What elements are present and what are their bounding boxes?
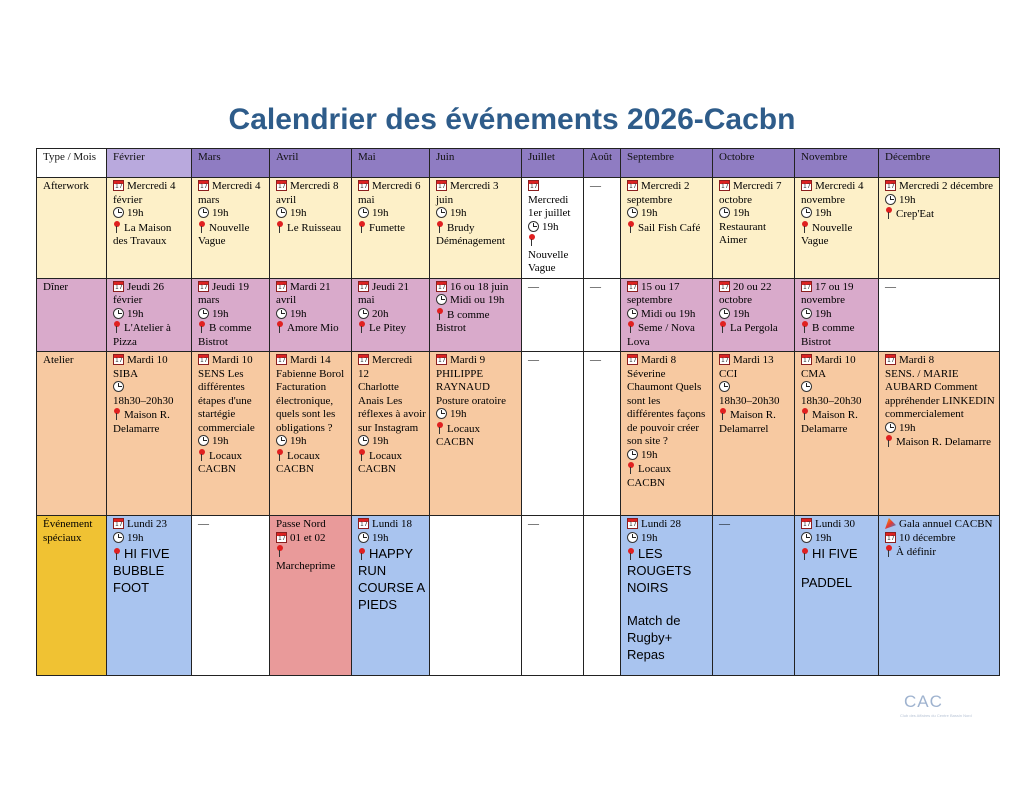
pin-icon — [113, 321, 121, 333]
pin-icon — [198, 221, 206, 233]
atelier-septembre: 17 Mardi 8 Séverine Chaumont Quels sont les différentes façons de pouvoir créer son site ? 19h Locaux CACBN — [621, 352, 713, 516]
pin-icon — [801, 548, 809, 560]
special-fevrier: 17Lundi 23 19h HI FIVE BUBBLE FOOT — [107, 516, 192, 676]
header-month-aout: Août — [584, 149, 621, 178]
pin-icon — [358, 548, 366, 560]
pin-icon — [627, 221, 635, 233]
afterwork-fevrier: 17 Mercredi 4 février 19h La Maison des Travaux — [107, 178, 192, 279]
clock-icon — [719, 308, 730, 319]
special-decembre: Gala annuel CACBN 1710 décembre À définir — [879, 516, 1000, 676]
pin-icon — [113, 408, 121, 420]
special-aout — [584, 516, 621, 676]
header-month-mai: Mai — [352, 149, 430, 178]
row-label-atelier: Atelier — [37, 352, 107, 516]
pin-icon — [801, 221, 809, 233]
pin-icon — [719, 321, 727, 333]
clock-icon — [627, 449, 638, 460]
header-row — [37, 149, 1000, 178]
calendar-icon — [113, 354, 124, 365]
header-corner: Type / Mois — [37, 149, 107, 178]
pin-icon — [358, 321, 366, 333]
party-popper-icon — [885, 518, 896, 529]
diner-juillet: — — [522, 278, 584, 352]
calendar-icon — [885, 180, 896, 191]
special-juin — [430, 516, 522, 676]
pin-icon — [801, 321, 809, 333]
atelier-octobre: 17Mardi 13 CCI 18h30–20h30 Maison R. Delamarrel — [713, 352, 795, 516]
calendar-icon — [113, 281, 124, 292]
clock-icon — [113, 381, 124, 392]
clock-icon — [436, 207, 447, 218]
header-month-fevrier: Février — [107, 149, 192, 178]
pin-icon — [276, 321, 284, 333]
row-afterwork — [37, 178, 1000, 279]
special-septembre: 17 Lundi 28 19h LES ROUGETS NOIRS Match de Rugby+ Repas — [621, 516, 713, 676]
diner-septembre: 17 15 ou 17 septembre Midi ou 19h Seme / Nova Lova — [621, 278, 713, 352]
calendar-icon — [885, 532, 896, 543]
pin-icon — [627, 321, 635, 333]
pin-icon — [113, 548, 121, 560]
diner-novembre: 1717 ou 19 novembre 19h B comme Bistrot — [795, 278, 879, 352]
diner-avril: 17Mardi 21 avril 19h Amore Mio — [270, 278, 352, 352]
header-month-mars: Mars — [192, 149, 270, 178]
diner-mars: 17Jeudi 19 mars 19h B comme Bistrot — [192, 278, 270, 352]
afterwork-avril: 17Mercredi 8 avril 19h Le Ruisseau — [270, 178, 352, 279]
header-month-septembre: Septembre — [621, 149, 713, 178]
clock-icon — [276, 435, 287, 446]
calendar-icon — [436, 281, 447, 292]
calendar-icon — [627, 354, 638, 365]
afterwork-novembre: 17Mercredi 4 novembre 19h Nouvelle Vague — [795, 178, 879, 279]
calendar-icon — [801, 281, 812, 292]
pin-icon — [885, 545, 893, 557]
calendar-icon — [358, 180, 369, 191]
clock-icon — [801, 532, 812, 543]
afterwork-aout: — — [584, 178, 621, 279]
calendar-icon — [436, 180, 447, 191]
calendar-icon — [276, 354, 287, 365]
calendar-icon — [198, 180, 209, 191]
calendar-icon — [113, 180, 124, 191]
clock-icon — [198, 207, 209, 218]
row-label-special-events: Événement spéciaux — [37, 516, 107, 676]
row-label-afterwork: Afterwork — [37, 178, 107, 279]
calendar-icon — [358, 281, 369, 292]
atelier-juin: 17Mardi 9 PHILIPPE RAYNAUD Posture oratoire 19h Locaux CACBN — [430, 352, 522, 516]
clock-icon — [198, 308, 209, 319]
pin-icon — [528, 234, 536, 246]
pin-icon — [358, 449, 366, 461]
calendar-icon — [801, 354, 812, 365]
special-mai: 17Lundi 18 19h HAPPY RUN COURSE A PIEDS — [352, 516, 430, 676]
diner-juin: 1716 ou 18 juin Midi ou 19h B comme Bistrot — [430, 278, 522, 352]
pin-icon — [885, 207, 893, 219]
calendar-icon — [113, 518, 124, 529]
calendar-icon — [801, 518, 812, 529]
pin-icon — [627, 462, 635, 474]
clock-icon — [113, 532, 124, 543]
pin-icon — [719, 408, 727, 420]
pin-icon — [436, 422, 444, 434]
diner-decembre: — — [879, 278, 1000, 352]
header-month-decembre: Décembre — [879, 149, 1000, 178]
clock-icon — [885, 422, 896, 433]
calendar-icon — [627, 518, 638, 529]
atelier-fevrier: 17 Mardi 10 SIBA 18h30–20h30 Maison R. Delamarre — [107, 352, 192, 516]
clock-icon — [436, 294, 447, 305]
special-juillet: — — [522, 516, 584, 676]
calendar-icon — [528, 180, 539, 191]
atelier-mai: 17Mercredi 12 Charlotte Anais Les réflexes à avoir sur Instagram 19h Locaux CACBN — [352, 352, 430, 516]
clock-icon — [113, 308, 124, 319]
clock-icon — [358, 207, 369, 218]
clock-icon — [627, 532, 638, 543]
row-diner — [37, 278, 1000, 352]
header-month-juin: Juin — [430, 149, 522, 178]
header-month-avril: Avril — [270, 149, 352, 178]
calendar-icon — [719, 281, 730, 292]
pin-icon — [276, 221, 284, 233]
calendar-icon — [436, 354, 447, 365]
clock-icon — [719, 207, 730, 218]
clock-icon — [276, 207, 287, 218]
pin-icon — [276, 449, 284, 461]
clock-icon — [719, 381, 730, 392]
afterwork-mars: 17Mercredi 4 mars 19h Nouvelle Vague — [192, 178, 270, 279]
calendar-icon — [885, 354, 896, 365]
calendar-icon — [358, 354, 369, 365]
row-special-events — [37, 516, 1000, 676]
clock-icon — [276, 308, 287, 319]
special-octobre: — — [713, 516, 795, 676]
logo-text: CAC — [904, 692, 943, 711]
header-month-juillet: Juillet — [522, 149, 584, 178]
afterwork-septembre: 17 Mercredi 2 septembre 19h Sail Fish Café — [621, 178, 713, 279]
clock-icon — [801, 308, 812, 319]
pin-icon — [276, 545, 284, 557]
row-label-diner: Dîner — [37, 278, 107, 352]
cacbn-logo — [900, 692, 972, 722]
clock-icon — [198, 435, 209, 446]
header-month-octobre: Octobre — [713, 149, 795, 178]
special-novembre: 17 Lundi 30 19h HI FIVE PADDEL — [795, 516, 879, 676]
pin-icon — [801, 408, 809, 420]
clock-icon — [358, 308, 369, 319]
diner-octobre: 1720 ou 22 octobre 19h La Pergola — [713, 278, 795, 352]
clock-icon — [358, 435, 369, 446]
diner-mai: 17Jeudi 21 mai 20h Le Pitey — [352, 278, 430, 352]
special-mars: — — [192, 516, 270, 676]
atelier-avril: 17Mardi 14 Fabienne Borol Facturation électronique, quels sont les obligations ? 19h Locaux CACBN — [270, 352, 352, 516]
afterwork-mai: 17Mercredi 6 mai 19h Fumette — [352, 178, 430, 279]
atelier-aout: — — [584, 352, 621, 516]
clock-icon — [801, 381, 812, 392]
calendar-icon — [627, 180, 638, 191]
clock-icon — [113, 207, 124, 218]
atelier-decembre: 17Mardi 8 SENS. / MARIE AUBARD Comment appréhender LINKEDIN commercialement 19h Maison R. Delamarre — [879, 352, 1000, 516]
pin-icon — [358, 221, 366, 233]
calendar-icon — [358, 518, 369, 529]
pin-icon — [436, 221, 444, 233]
pin-icon — [436, 308, 444, 320]
clock-icon — [436, 408, 447, 419]
pin-icon — [885, 435, 893, 447]
events-calendar-table — [36, 148, 1000, 676]
logo-subtitle: Club des Affaires du Centre Bassin Nord — [900, 713, 972, 718]
pin-icon — [113, 221, 121, 233]
calendar-icon — [276, 180, 287, 191]
clock-icon — [801, 207, 812, 218]
clock-icon — [528, 221, 539, 232]
page-title: Calendrier des événements 2026-Cacbn — [228, 103, 796, 136]
atelier-novembre: 17Mardi 10 CMA 18h30–20h30 Maison R. Delamarre — [795, 352, 879, 516]
calendar-icon — [627, 281, 638, 292]
calendar-icon — [198, 354, 209, 365]
calendar-icon — [276, 532, 287, 543]
header-month-novembre: Novembre — [795, 149, 879, 178]
clock-icon — [885, 194, 896, 205]
pin-icon — [198, 449, 206, 461]
diner-fevrier: 17 Jeudi 26 février 19h L'Atelier à Pizza — [107, 278, 192, 352]
afterwork-octobre: 17Mercredi 7 octobre 19h Restaurant Aimer — [713, 178, 795, 279]
special-avril: Passe Nord 1701 et 02 Marcheprime — [270, 516, 352, 676]
calendar-icon — [719, 354, 730, 365]
pin-icon — [627, 548, 635, 560]
diner-aout: — — [584, 278, 621, 352]
afterwork-juin: 17Mercredi 3 juin 19h Brudy Déménagement — [430, 178, 522, 279]
clock-icon — [627, 207, 638, 218]
atelier-mars: 17Mardi 10 SENS Les différentes étapes d'une startégie commerciale 19h Locaux CACBN — [192, 352, 270, 516]
afterwork-juillet: 17 Mercredi 1er juillet 19h Nouvelle Vague — [522, 178, 584, 279]
row-atelier — [37, 352, 1000, 516]
calendar-icon — [198, 281, 209, 292]
afterwork-decembre: 17Mercredi 2 décembre 19h Crep'Eat — [879, 178, 1000, 279]
pin-icon — [198, 321, 206, 333]
calendar-icon — [719, 180, 730, 191]
atelier-juillet: — — [522, 352, 584, 516]
calendar-icon — [801, 180, 812, 191]
clock-icon — [627, 308, 638, 319]
clock-icon — [358, 532, 369, 543]
calendar-icon — [276, 281, 287, 292]
